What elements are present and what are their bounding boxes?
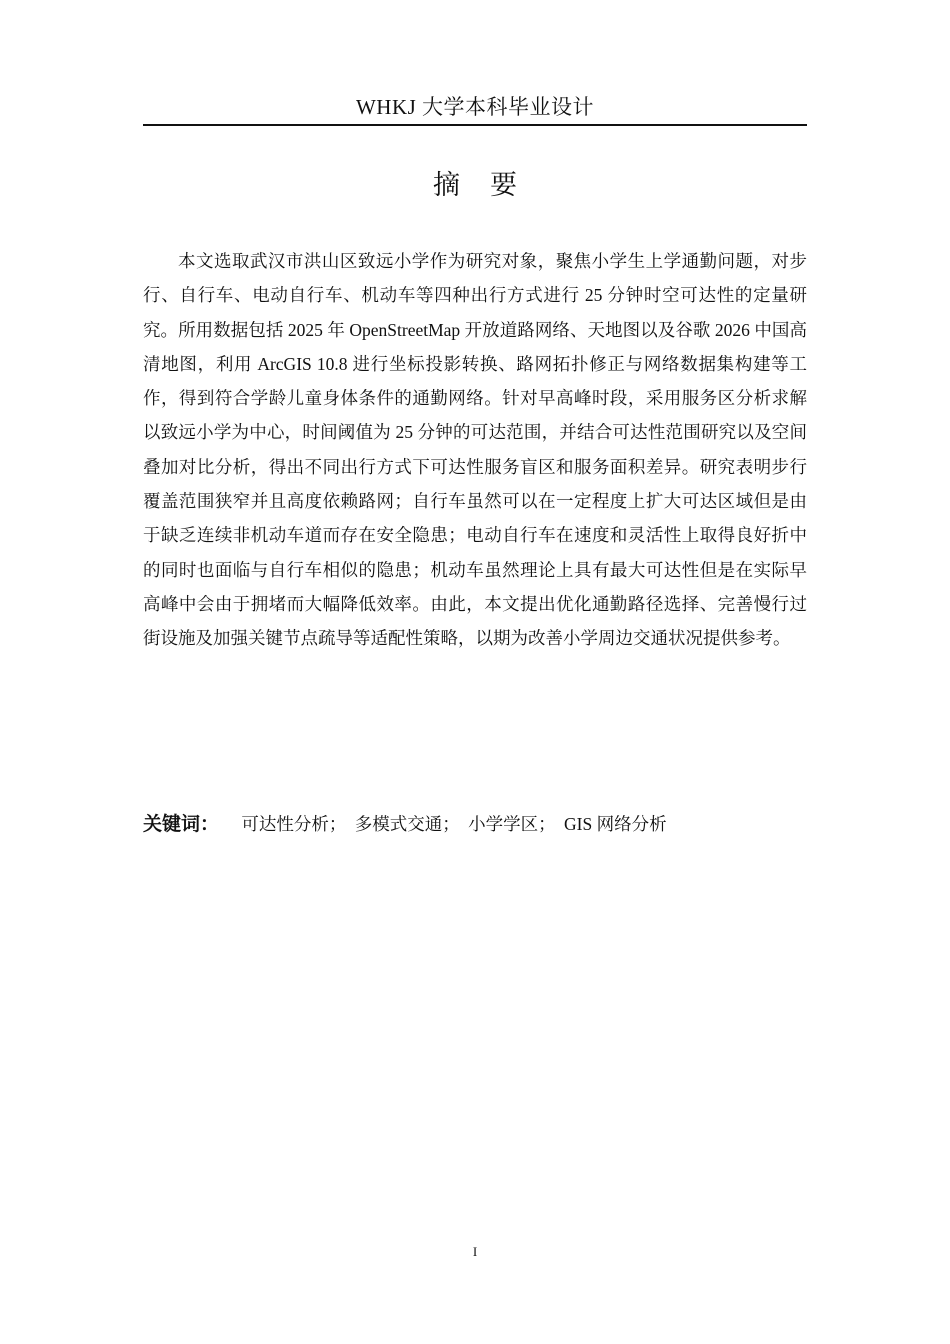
keyword-item: 多模式交通； bbox=[354, 814, 460, 834]
keyword-item: 可达性分析； bbox=[241, 814, 347, 834]
page-header bbox=[143, 92, 807, 126]
keyword-item: 小学学区； bbox=[468, 814, 556, 834]
keywords-label: 关键词： bbox=[143, 813, 220, 835]
keyword-item: GIS 网络分析 bbox=[564, 814, 667, 834]
abstract-body: 本文选取武汉市洪山区致远小学作为研究对象，聚焦小学生上学通勤问题，对步行、自行车、电动自行车、机动车等四种出行方式进行 25 分钟时空可达性的定量研究。所用数据包括 2025 年 OpenStreetMap 开放道路网络、天地图以及谷歌 2026 中国高清地图，利用 ArcGIS 10.8 进行坐标投影转换、路网拓扑修正与网络数据集构建等工作，得到符合学龄儿童身体条件的通勤网络。针对早高峰时段，采用服务区分析求解以致远小学为中心，时间阈值为 25 分钟的可达范围，并结合可达性范围研究以及空间叠加对比分析，得出不同出行方式下可达性服务盲区和服务面积差异。研究表明步行覆盖范围狭窄并且高度依赖路网；自行车虽然可以在一定程度上扩大可达区域但是由于缺乏连续非机动车道而存在安全隐患；电动自行车在速度和灵活性上取得良好折中的同时也面临与自行车相似的隐患；机动车虽然理论上具有最大可达性但是在实际早高峰中会由于拥堵而大幅降低效率。由此，本文提出优化通勤路径选择、完善慢行过街设施及加强关键节点疏导等适配性策略，以期为改善小学周边交通状况提供参考。 bbox=[143, 251, 807, 649]
abstract-title: 摘要 bbox=[433, 170, 547, 201]
keywords-line bbox=[143, 808, 807, 840]
header-title: WHKJ 大学本科毕业设计 bbox=[355, 95, 595, 119]
page-number: I bbox=[472, 1244, 478, 1259]
